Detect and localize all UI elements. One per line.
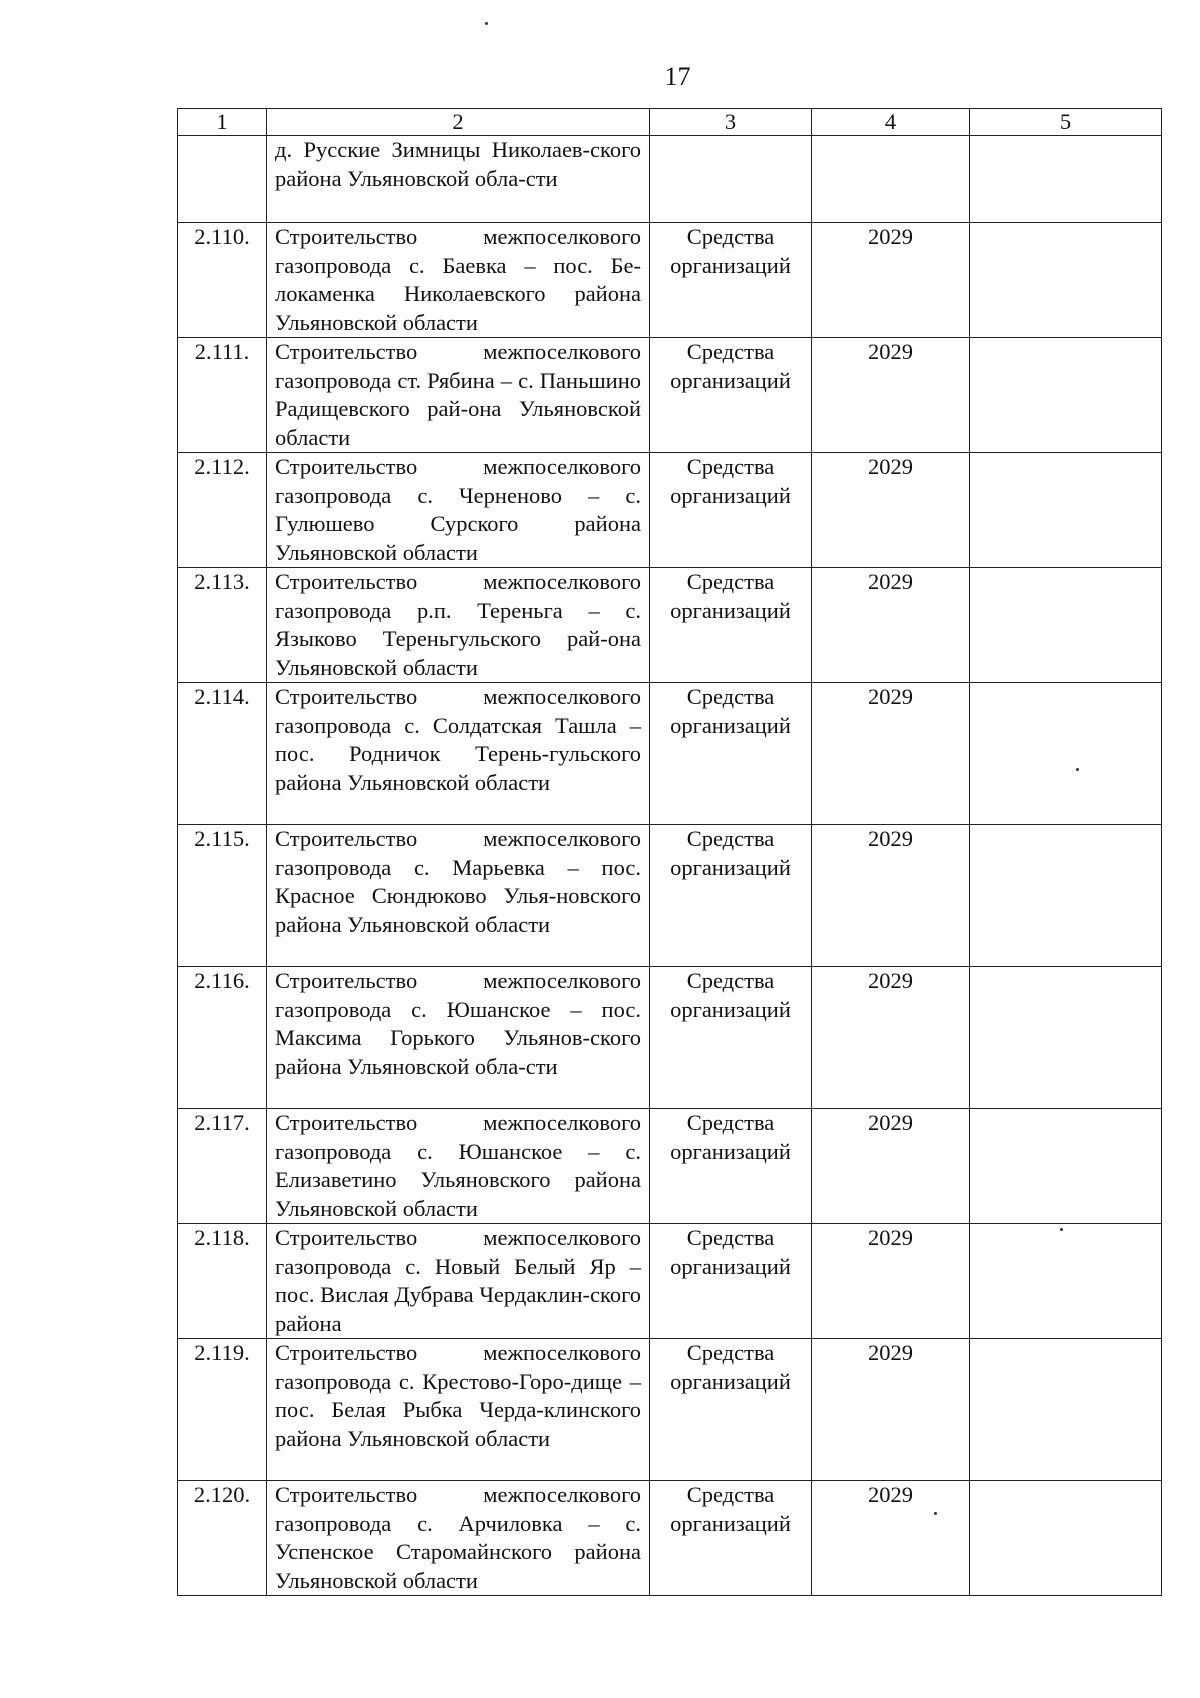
- row-description: Строительство межпоселкового газопровода ст. Рябина – с. Паньшино Радищевского рай-она Ульяновской области: [267, 338, 650, 453]
- row-year: [812, 136, 970, 223]
- row-note: [970, 1224, 1162, 1339]
- row-year: 2029: [812, 967, 970, 1109]
- row-description: Строительство межпоселкового газопровода с. Солдатская Ташла – пос. Родничок Терень-гульского района Ульяновской области: [267, 683, 650, 825]
- row-note: [970, 683, 1162, 825]
- table-row: [178, 1339, 1162, 1481]
- row-description: Строительство межпоселкового газопровода с. Арчиловка – с. Успенское Старомайнского района Ульяновской области: [267, 1481, 650, 1596]
- row-note: [970, 967, 1162, 1109]
- row-note: [970, 1481, 1162, 1596]
- row-year: 2029: [812, 683, 970, 825]
- table-row: [178, 136, 1162, 223]
- row-source: Средства организаций: [650, 568, 812, 683]
- row-note: [970, 1109, 1162, 1224]
- row-source: Средства организаций: [650, 967, 812, 1109]
- row-year: 2029: [812, 338, 970, 453]
- row-note: [970, 338, 1162, 453]
- row-description: Строительство межпоселкового газопровода с. Марьевка – пос. Красное Сюндюково Улья-новского района Ульяновской области: [267, 825, 650, 967]
- row-note: [970, 1339, 1162, 1481]
- row-description: д. Русские Зимницы Николаев-ского района Ульяновской обла-сти: [267, 136, 650, 223]
- row-year: 2029: [812, 825, 970, 967]
- row-year: 2029: [812, 1109, 970, 1224]
- row-source: Средства организаций: [650, 1109, 812, 1224]
- row-source: Средства организаций: [650, 223, 812, 338]
- row-description: Строительство межпоселкового газопровода с. Юшанское – пос. Максима Горького Ульянов-ского района Ульяновской обла-сти: [267, 967, 650, 1109]
- row-note: [970, 453, 1162, 568]
- table-row: [178, 825, 1162, 967]
- row-number: 2.115.: [178, 825, 267, 967]
- column-header-4: 4: [812, 109, 970, 136]
- table-row: [178, 1481, 1162, 1596]
- row-year: 2029: [812, 453, 970, 568]
- row-source: Средства организаций: [650, 1481, 812, 1596]
- row-year: 2029: [812, 568, 970, 683]
- table-row: [178, 338, 1162, 453]
- row-note: [970, 136, 1162, 223]
- row-number: 2.114.: [178, 683, 267, 825]
- row-year: 2029: [812, 223, 970, 338]
- row-source: Средства организаций: [650, 683, 812, 825]
- row-number: 2.116.: [178, 967, 267, 1109]
- table-row: [178, 1109, 1162, 1224]
- row-source: [650, 136, 812, 223]
- row-number: [178, 136, 267, 223]
- row-number: 2.112.: [178, 453, 267, 568]
- column-header-5: 5: [970, 109, 1162, 136]
- table-row: [178, 453, 1162, 568]
- row-number: 2.111.: [178, 338, 267, 453]
- row-description: Строительство межпоселкового газопровода с. Новый Белый Яр – пос. Вислая Дубрава Чердаклин-ского района: [267, 1224, 650, 1339]
- row-year: 2029: [812, 1481, 970, 1596]
- header-row: [178, 109, 1162, 136]
- row-source: Средства организаций: [650, 825, 812, 967]
- row-description: Строительство межпоселкового газопровода р.п. Тереньга – с. Языково Тереньгульского рай-она Ульяновской области: [267, 568, 650, 683]
- row-note: [970, 223, 1162, 338]
- row-note: [970, 568, 1162, 683]
- column-header-2: 2: [267, 109, 650, 136]
- table-row: [178, 967, 1162, 1109]
- page-number: 17: [664, 62, 691, 91]
- row-year: 2029: [812, 1224, 970, 1339]
- row-source: Средства организаций: [650, 1339, 812, 1481]
- row-description: Строительство межпоселкового газопровода с. Баевка – пос. Бе-локаменка Николаевского района Ульяновской области: [267, 223, 650, 338]
- column-header-1: 1: [178, 109, 267, 136]
- row-year: 2029: [812, 1339, 970, 1481]
- row-description: Строительство межпоселкового газопровода с. Черненово – с. Гулюшево Сурского района Ульяновской области: [267, 453, 650, 568]
- row-number: 2.110.: [178, 223, 267, 338]
- row-number: 2.117.: [178, 1109, 267, 1224]
- table-row: [178, 568, 1162, 683]
- row-description: Строительство межпоселкового газопровода с. Крестово-Горо-дище – пос. Белая Рыбка Черда-клинского района Ульяновской области: [267, 1339, 650, 1481]
- table-row: [178, 223, 1162, 338]
- row-number: 2.113.: [178, 568, 267, 683]
- table-row: [178, 683, 1162, 825]
- row-number: 2.118.: [178, 1224, 267, 1339]
- row-source: Средства организаций: [650, 338, 812, 453]
- row-number: 2.120.: [178, 1481, 267, 1596]
- table-row: [178, 1224, 1162, 1339]
- row-note: [970, 825, 1162, 967]
- row-source: Средства организаций: [650, 453, 812, 568]
- row-source: Средства организаций: [650, 1224, 812, 1339]
- row-number: 2.119.: [178, 1339, 267, 1481]
- scan-speck: [485, 22, 488, 25]
- column-header-3: 3: [650, 109, 812, 136]
- program-table: [177, 108, 1162, 1596]
- row-description: Строительство межпоселкового газопровода с. Юшанское – с. Елизаветино Ульяновского района Ульяновской области: [267, 1109, 650, 1224]
